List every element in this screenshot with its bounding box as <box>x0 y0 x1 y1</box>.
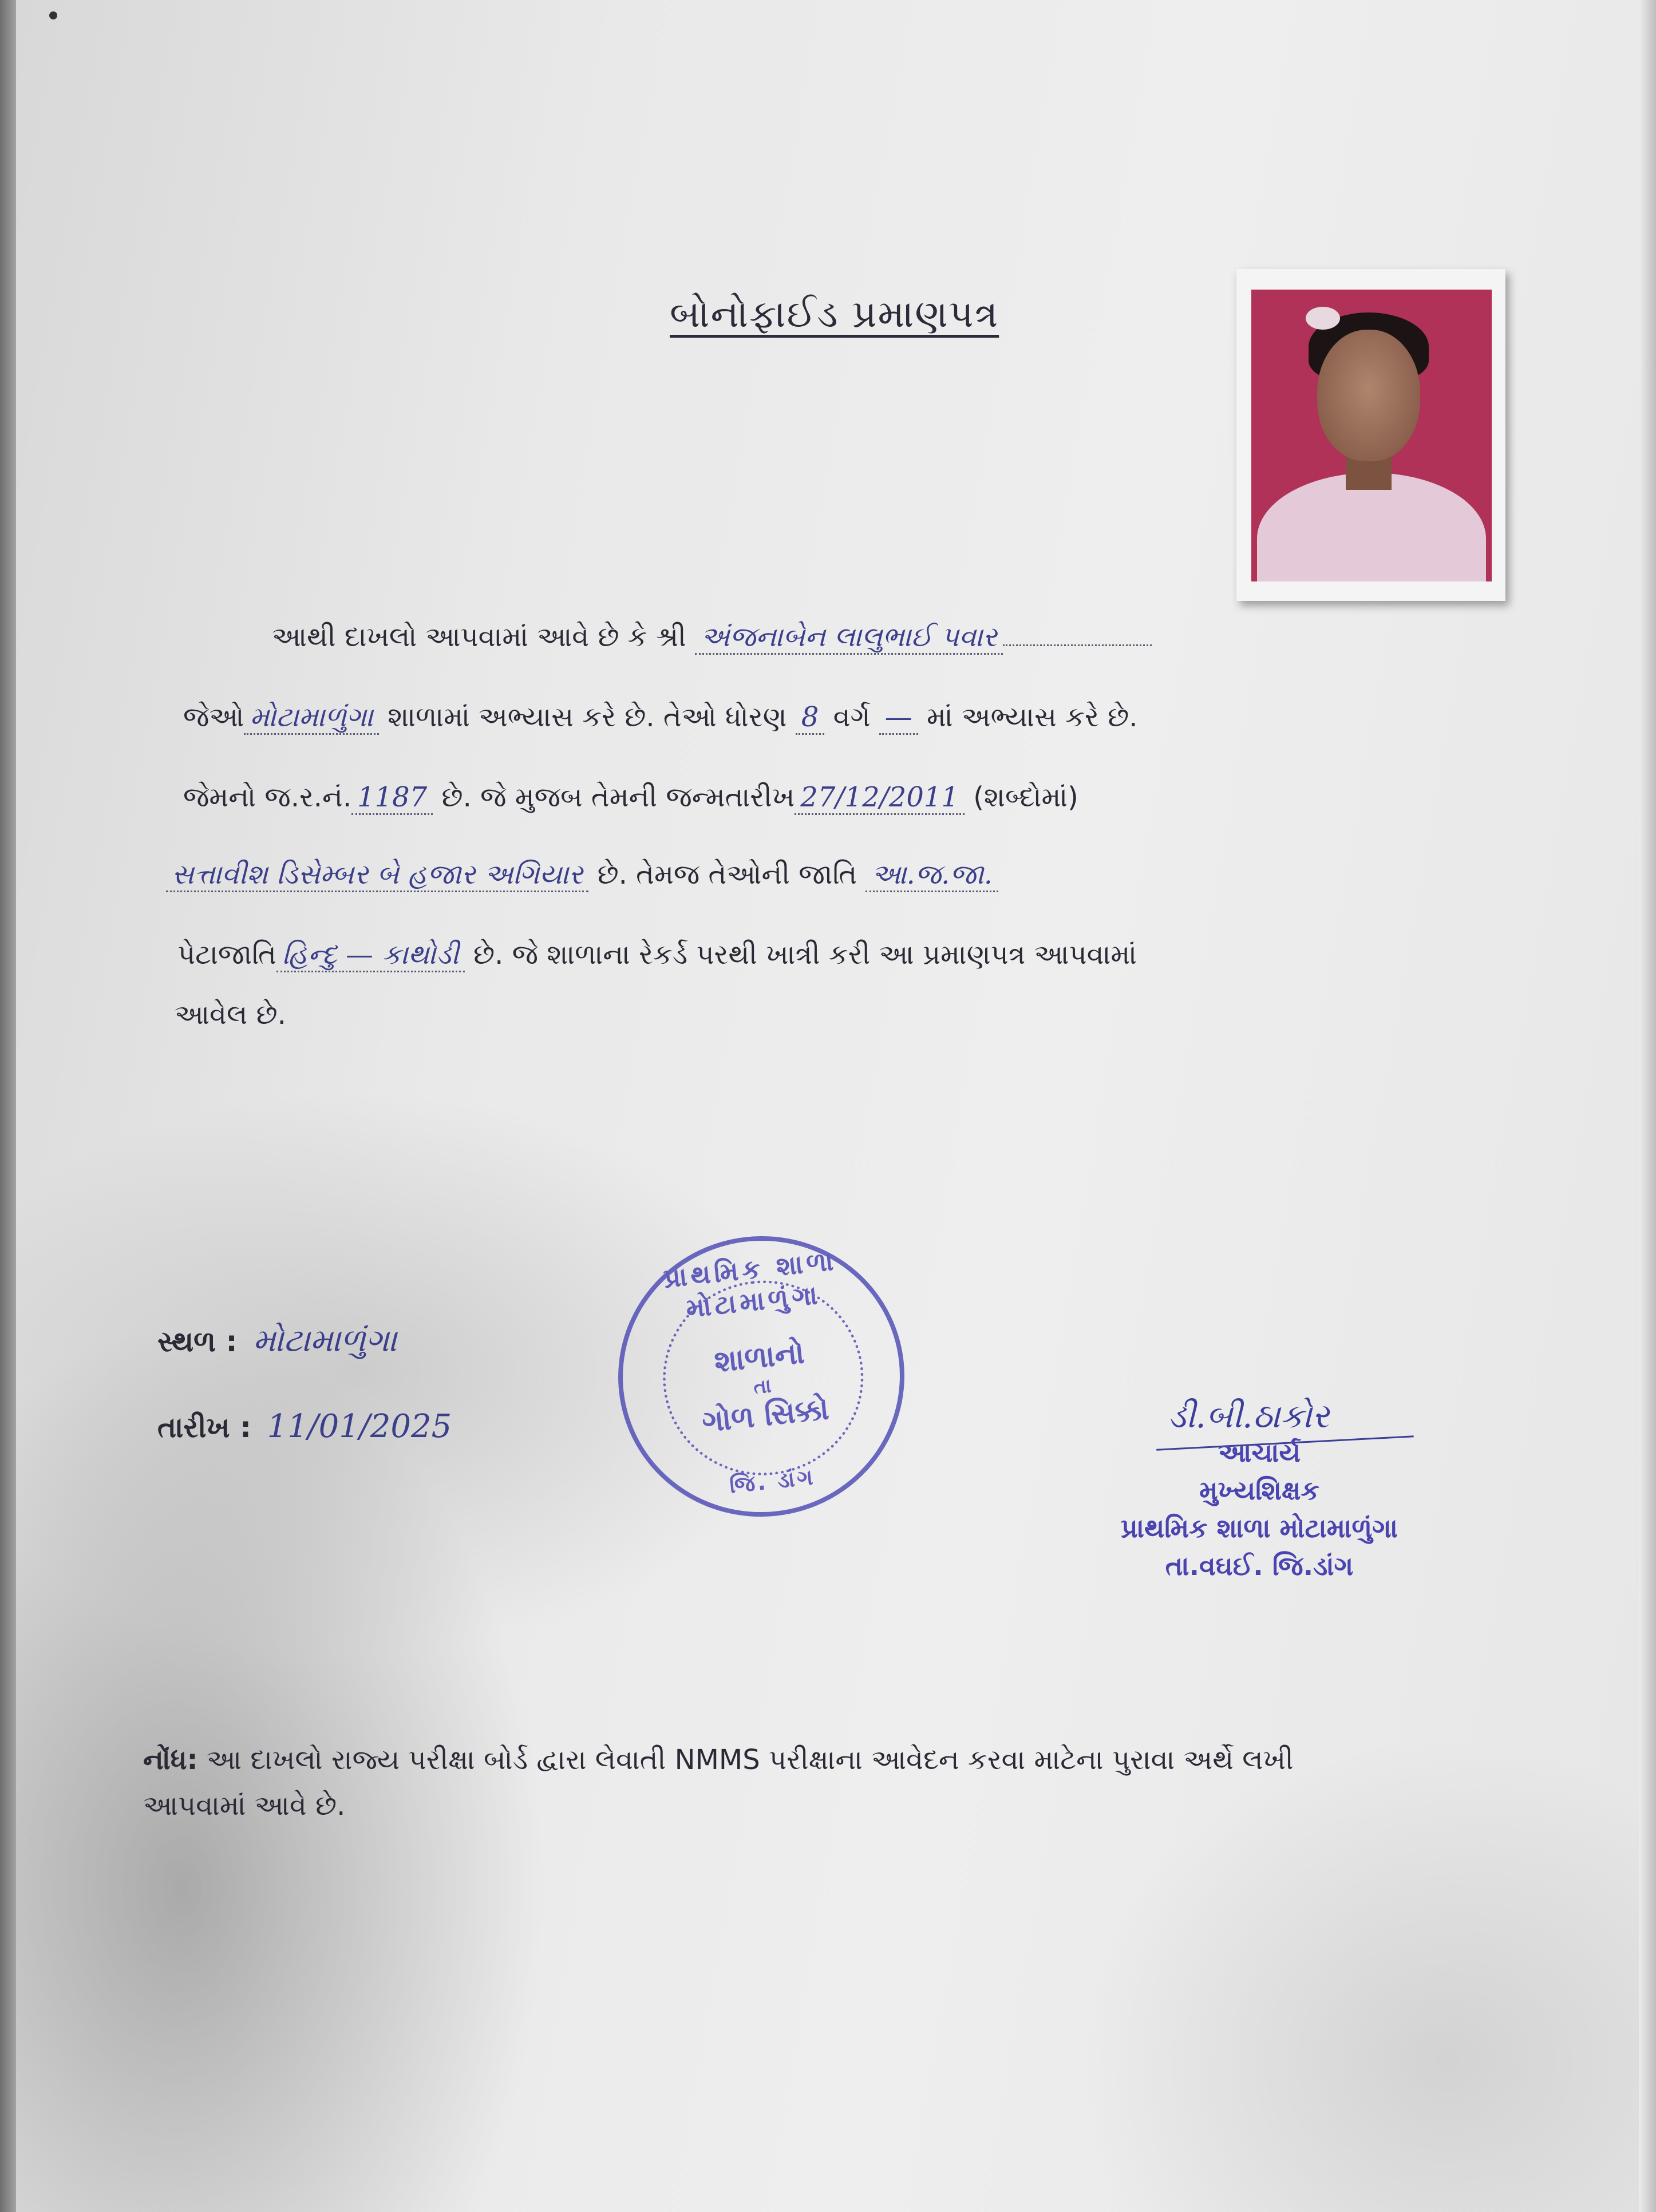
stamp-center-line2: ગોળ સિક્કો <box>700 1392 831 1440</box>
note-text: આ દાખલો રાજ્ય પરીક્ષા બોર્ડ દ્વારા લેવાતી NMMS પરીક્ષાના આવેદન કરવા માટેના પુરાવા અર્થે લખી <box>207 1744 1294 1776</box>
note-text-2: આપવામાં આવે છે. <box>143 1790 346 1822</box>
varg-label: વર્ગ <box>833 701 871 733</box>
stamp-ring-bottom: જિ. ડાંગ <box>728 1464 817 1498</box>
corner-mark <box>49 11 57 19</box>
caste: આ.જ.જા. <box>865 858 998 892</box>
line3-suffix: (શબ્દોમાં) <box>973 781 1078 813</box>
role-head-teacher: મુખ્યશિક્ષક <box>1199 1475 1319 1506</box>
note-label: નોંધ: <box>143 1744 198 1776</box>
gr-number: 1187 <box>351 781 433 815</box>
body-line-5 <box>177 939 1137 971</box>
place-row <box>157 1322 402 1360</box>
signature-school: પ્રાથમિક શાળા મોટામાળુંગા <box>1120 1513 1398 1544</box>
place-label: સ્થળ : <box>157 1325 238 1358</box>
signature-address: તા.વઘઈ. જિ.ડાંગ <box>1165 1550 1354 1581</box>
photo-hair-bow <box>1306 307 1340 330</box>
left-shadow <box>0 0 16 2212</box>
date-value: 11/01/2025 <box>267 1408 452 1445</box>
line2-mid: શાળામાં અભ્યાસ કરે છે. તેઓ ધોરણ <box>388 701 787 733</box>
line5-prefix: પેટાજાતિ <box>177 939 276 971</box>
line2-suffix: માં અભ્યાસ કરે છે. <box>927 701 1138 733</box>
stamp-center-small: તા <box>752 1374 773 1399</box>
line2-prefix: જેઓ <box>183 701 244 733</box>
dob-in-words: સત્તાવીશ ડિસેમ્બર બે હજાર અગિયાર <box>166 858 588 892</box>
date-row <box>157 1408 457 1445</box>
certificate-paper <box>11 0 1656 2212</box>
student-name: અંજનાબેન લાલુભાઈ પવાર <box>695 621 1003 655</box>
sub-caste: હિન્દુ — કાથોડી <box>276 939 465 972</box>
line3-prefix: જેમનો જ.ર.નં. <box>183 781 352 813</box>
photo-frame <box>1236 269 1505 601</box>
line3-mid: છે. જે મુજબ તેમની જન્મતારીખ <box>441 781 795 813</box>
stamp-center-line1: શાળાનો <box>712 1336 807 1380</box>
role-acharya: આચાર્ય <box>1218 1437 1301 1468</box>
varg-value: — <box>879 701 918 735</box>
principal-signature: ડી.બી.ઠાકોર <box>1168 1396 1329 1435</box>
line1-prefix: આથી દાખલો આપવામાં આવે છે કે શ્રી <box>272 621 686 653</box>
body-line-1 <box>272 621 1152 654</box>
line5-suffix: છે. જે શાળાના રેકર્ડ પરથી ખાત્રી કરી આ પ્રમાણપત્ર આપવામાં <box>473 939 1137 971</box>
stamp-center <box>619 1324 905 1450</box>
paper-edge <box>1639 0 1656 2212</box>
school-name: મોટામાળુંગા <box>244 701 378 735</box>
student-photo <box>1251 290 1492 581</box>
certificate-title: બોનોફાઈડ પ્રમાણપત્ર <box>670 292 999 336</box>
school-stamp <box>604 1222 918 1531</box>
date-of-birth: 27/12/2011 <box>795 781 965 815</box>
line4-mid: છે. તેમજ તેઓની જાતિ <box>597 858 857 891</box>
signature-block <box>1059 1434 1460 1585</box>
photo-face <box>1317 330 1420 461</box>
body-line-6: આવેલ છે. <box>175 999 286 1031</box>
stamp-ring-top: પ્રાથમિક શાળા મોટામાળુંગા <box>662 1245 839 1324</box>
note <box>143 1737 1460 1829</box>
body-line-4 <box>166 858 998 891</box>
body-line-3 <box>183 781 1078 814</box>
dotted-fill <box>1003 644 1152 646</box>
date-label: તારીખ : <box>157 1411 252 1444</box>
place-value: મોટામાળુંગા <box>252 1322 397 1359</box>
standard: 8 <box>796 701 825 735</box>
body-line-2 <box>183 701 1137 734</box>
